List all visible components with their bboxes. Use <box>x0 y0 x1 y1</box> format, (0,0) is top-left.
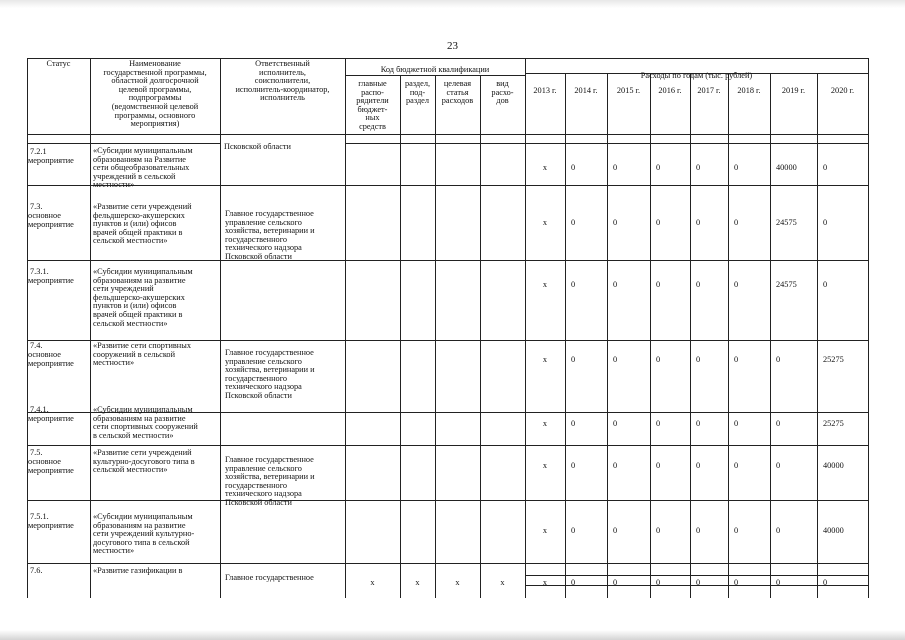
row-status: мероприятие <box>28 522 74 530</box>
header-year-5: 2018 г. <box>737 87 761 95</box>
row-budget-code <box>481 281 524 291</box>
table-rule <box>400 75 401 598</box>
row-year-value: 0 <box>696 579 701 587</box>
row-number: 7.6. <box>30 567 43 575</box>
table-rule <box>480 75 481 598</box>
row-budget-code <box>401 356 434 366</box>
row-status: основное мероприятие <box>28 458 74 475</box>
row-year-value: 25275 <box>823 420 844 428</box>
header-name: Наименование государственной программы, областной долгосрочной целевой программы, подпрограммы (ведомственной целевой программы, основного мероприятия) <box>103 60 207 129</box>
row-budget-code <box>436 420 479 430</box>
row-year-value: 0 <box>613 219 618 227</box>
header-budget-code-1: раздел, под- раздел <box>404 80 431 106</box>
row-year-value: 0 <box>776 356 781 364</box>
row-status: основное мероприятие <box>28 212 74 229</box>
row-year-value: 0 <box>696 164 701 172</box>
row-year-value: 0 <box>613 420 618 428</box>
row-status: мероприятие <box>28 277 74 285</box>
row-budget-code <box>346 420 399 430</box>
row-year-value: 0 <box>734 527 739 535</box>
table-rule <box>728 73 729 598</box>
row-responsible: Главное государственное управление сельского хозяйства, ветеринарии и государственного технического надзора Псковской области <box>225 349 315 400</box>
row-budget-code <box>346 164 399 174</box>
row-year-value: 0 <box>656 527 661 535</box>
table-rule <box>607 73 608 598</box>
row-status: мероприятие <box>28 157 74 165</box>
row-budget-code <box>436 281 479 291</box>
header-year-1: 2014 г. <box>574 87 598 95</box>
row-year-value: 0 <box>656 462 661 470</box>
row-year-value: 24575 <box>776 219 797 227</box>
row-year-value: 0 <box>613 462 618 470</box>
table-rule <box>868 58 869 598</box>
table-rule <box>27 143 220 144</box>
carryover-text: Псковской области <box>224 143 291 151</box>
row-year-value: х <box>542 164 548 172</box>
row-budget-code <box>346 462 399 472</box>
row-number: 7.5. <box>30 449 43 457</box>
table-rule <box>525 58 526 598</box>
header-year-2: 2015 г. <box>616 87 641 95</box>
row-name: «Субсидии муниципальным образованиям на развитие сети учреждений культурно- досугового типа в сельской местности» <box>93 513 195 556</box>
row-year-value: 0 <box>571 527 576 535</box>
row-year-value: 0 <box>656 356 661 364</box>
row-year-value: 0 <box>656 281 661 289</box>
row-name: «Субсидии муниципальным образованиям на развитие сети учреждений фельдшерско-акушерских пунктов и (или) офисов врачей общей практики в сельской местности» <box>93 268 193 328</box>
row-year-value: 0 <box>734 579 739 587</box>
row-budget-code: х <box>500 579 505 587</box>
row-name: «Развитие сети спортивных сооружений в сельской местности» <box>93 342 191 368</box>
row-responsible <box>225 154 343 214</box>
row-year-value: 0 <box>613 356 618 364</box>
row-budget-code <box>481 420 524 430</box>
row-budget-code <box>401 527 434 537</box>
table-rule <box>435 75 436 598</box>
row-year-value: х <box>542 527 548 535</box>
table-rule <box>770 73 771 598</box>
row-year-value: 0 <box>734 219 739 227</box>
row-budget-code: х <box>415 579 420 587</box>
row-year-value: 0 <box>734 462 739 470</box>
row-year-value: 0 <box>823 281 828 289</box>
row-budget-code <box>346 527 399 537</box>
row-budget-code <box>481 527 524 537</box>
row-budget-code <box>401 462 434 472</box>
row-number: 7.2.1 <box>30 148 47 156</box>
table-rule <box>345 58 346 598</box>
row-budget-code <box>346 281 399 291</box>
table-rule <box>565 73 566 598</box>
row-responsible <box>225 275 343 335</box>
row-name: «Субсидии муниципальным образованиям на Развитие сети общеобразовательных учреждений в сельской местности» <box>93 147 193 190</box>
row-year-value: 40000 <box>823 527 844 535</box>
row-year-value: 0 <box>696 281 701 289</box>
row-budget-code <box>401 164 434 174</box>
row-budget-code <box>436 527 479 537</box>
row-budget-code <box>346 356 399 366</box>
table-rule <box>690 73 691 598</box>
row-year-value: 0 <box>656 164 661 172</box>
row-budget-code <box>401 420 434 430</box>
row-year-value: 0 <box>656 219 661 227</box>
row-year-value: 0 <box>571 281 576 289</box>
table-rule <box>27 340 868 341</box>
row-year-value: 0 <box>613 579 618 587</box>
row-year-value: 0 <box>696 420 701 428</box>
row-year-value: х <box>542 420 548 428</box>
row-year-value: 0 <box>696 462 701 470</box>
row-year-value: 0 <box>571 164 576 172</box>
header-year-3: 2016 г. <box>658 87 682 95</box>
row-year-value: 0 <box>734 356 739 364</box>
row-number: 7.4. <box>30 342 43 350</box>
row-budget-code <box>436 219 479 229</box>
row-year-value: 40000 <box>776 164 797 172</box>
header-year-4: 2017 г. <box>697 87 721 95</box>
row-year-value: х <box>542 219 548 227</box>
row-responsible: Главное государственное управление сельского хозяйства, ветеринарии и государственного технического надзора Псковской области <box>225 210 315 261</box>
row-responsible: Главное государственное управление сельского хозяйства, ветеринарии и государственного технического надзора Псковской области <box>225 456 315 507</box>
row-budget-code <box>401 281 434 291</box>
row-year-value: 0 <box>776 527 781 535</box>
row-status <box>28 576 89 602</box>
page-number: 23 <box>447 40 458 52</box>
row-budget-code <box>481 462 524 472</box>
scan-edge-top <box>0 0 905 8</box>
row-year-value: 0 <box>571 462 576 470</box>
row-year-value: 0 <box>656 420 661 428</box>
row-year-value: 0 <box>571 219 576 227</box>
row-year-value: 0 <box>696 527 701 535</box>
table-rule <box>817 73 818 598</box>
row-budget-code <box>481 164 524 174</box>
row-year-value: 0 <box>823 579 828 587</box>
row-year-value: х <box>542 356 548 364</box>
row-year-value: 0 <box>656 579 661 587</box>
row-year-value: 0 <box>613 527 618 535</box>
row-responsible <box>225 520 343 580</box>
row-status: мероприятие <box>28 415 74 423</box>
row-year-value: 24575 <box>776 281 797 289</box>
row-responsible: Главное государственное <box>225 574 314 582</box>
row-year-value: 0 <box>571 579 576 587</box>
header-year-7: 2020 г. <box>830 87 855 95</box>
row-year-value: 0 <box>823 164 828 172</box>
header-year-6: 2019 г. <box>781 87 806 95</box>
table-rule <box>90 58 91 598</box>
row-year-value: 0 <box>776 579 781 587</box>
header-year-0: 2013 г. <box>533 87 557 95</box>
header-budget-code-2: целевая статья расходов <box>441 80 474 106</box>
row-year-value: х <box>542 281 548 289</box>
row-year-value: 0 <box>776 462 781 470</box>
row-year-value: 0 <box>571 420 576 428</box>
row-year-value: 0 <box>613 164 618 172</box>
table-rule <box>27 58 868 59</box>
row-number: 7.5.1. <box>30 513 49 521</box>
table-rule <box>650 73 651 598</box>
row-number: 7.3.1. <box>30 268 49 276</box>
header-expenses-group: Расходы по годам (тыс. рублей) <box>640 72 753 80</box>
row-year-value: х <box>542 462 548 470</box>
scan-edge-bottom <box>0 630 905 640</box>
row-status: основное мероприятие <box>28 351 74 368</box>
row-number: 7.3. <box>30 203 43 211</box>
row-budget-code <box>481 356 524 366</box>
row-year-value: 0 <box>734 420 739 428</box>
row-budget-code <box>436 462 479 472</box>
row-name: «Развитие газификации в <box>93 567 183 575</box>
header-status: Статус <box>46 60 71 68</box>
row-name: «Субсидии муниципальным образованиям на развитие сети спортивных сооружений в сельской местности» <box>93 406 198 440</box>
row-budget-code: х <box>455 579 460 587</box>
row-budget-code: х <box>370 579 375 587</box>
header-budget-code-0: главные распо- рядители бюджет- ных средств <box>356 80 389 131</box>
row-year-value: 0 <box>776 420 781 428</box>
row-year-value: 25275 <box>823 356 844 364</box>
row-year-value: 0 <box>734 281 739 289</box>
row-year-value: 0 <box>734 164 739 172</box>
row-year-value: 40000 <box>823 462 844 470</box>
row-year-value: 0 <box>571 356 576 364</box>
table-rule <box>27 134 868 135</box>
row-budget-code <box>436 356 479 366</box>
row-year-value: 0 <box>696 356 701 364</box>
row-name: «Развитие сети учреждений фельдшерско-акушерских пунктов и (или) офисов врачей общей практики в сельской местности» <box>93 203 192 246</box>
row-year-value: х <box>542 579 548 587</box>
row-budget-code <box>346 219 399 229</box>
row-budget-code <box>401 219 434 229</box>
row-year-value: 0 <box>823 219 828 227</box>
table-rule <box>27 58 28 598</box>
row-name: «Развитие сети учреждений культурно-досугового типа в сельской местности» <box>93 449 195 475</box>
row-year-value: 0 <box>696 219 701 227</box>
header-budget-code-group: Код бюджетной квалификации <box>380 66 490 74</box>
table-rule <box>220 58 221 598</box>
row-year-value: 0 <box>613 281 618 289</box>
header-budget-code-3: вид расхо- дов <box>491 80 514 106</box>
header-responsible: Ответственный исполнитель, соисполнители, исполнитель-координатор, исполнитель <box>235 60 330 103</box>
row-number: 7.4.1. <box>30 406 49 414</box>
row-budget-code <box>436 164 479 174</box>
row-budget-code <box>481 219 524 229</box>
